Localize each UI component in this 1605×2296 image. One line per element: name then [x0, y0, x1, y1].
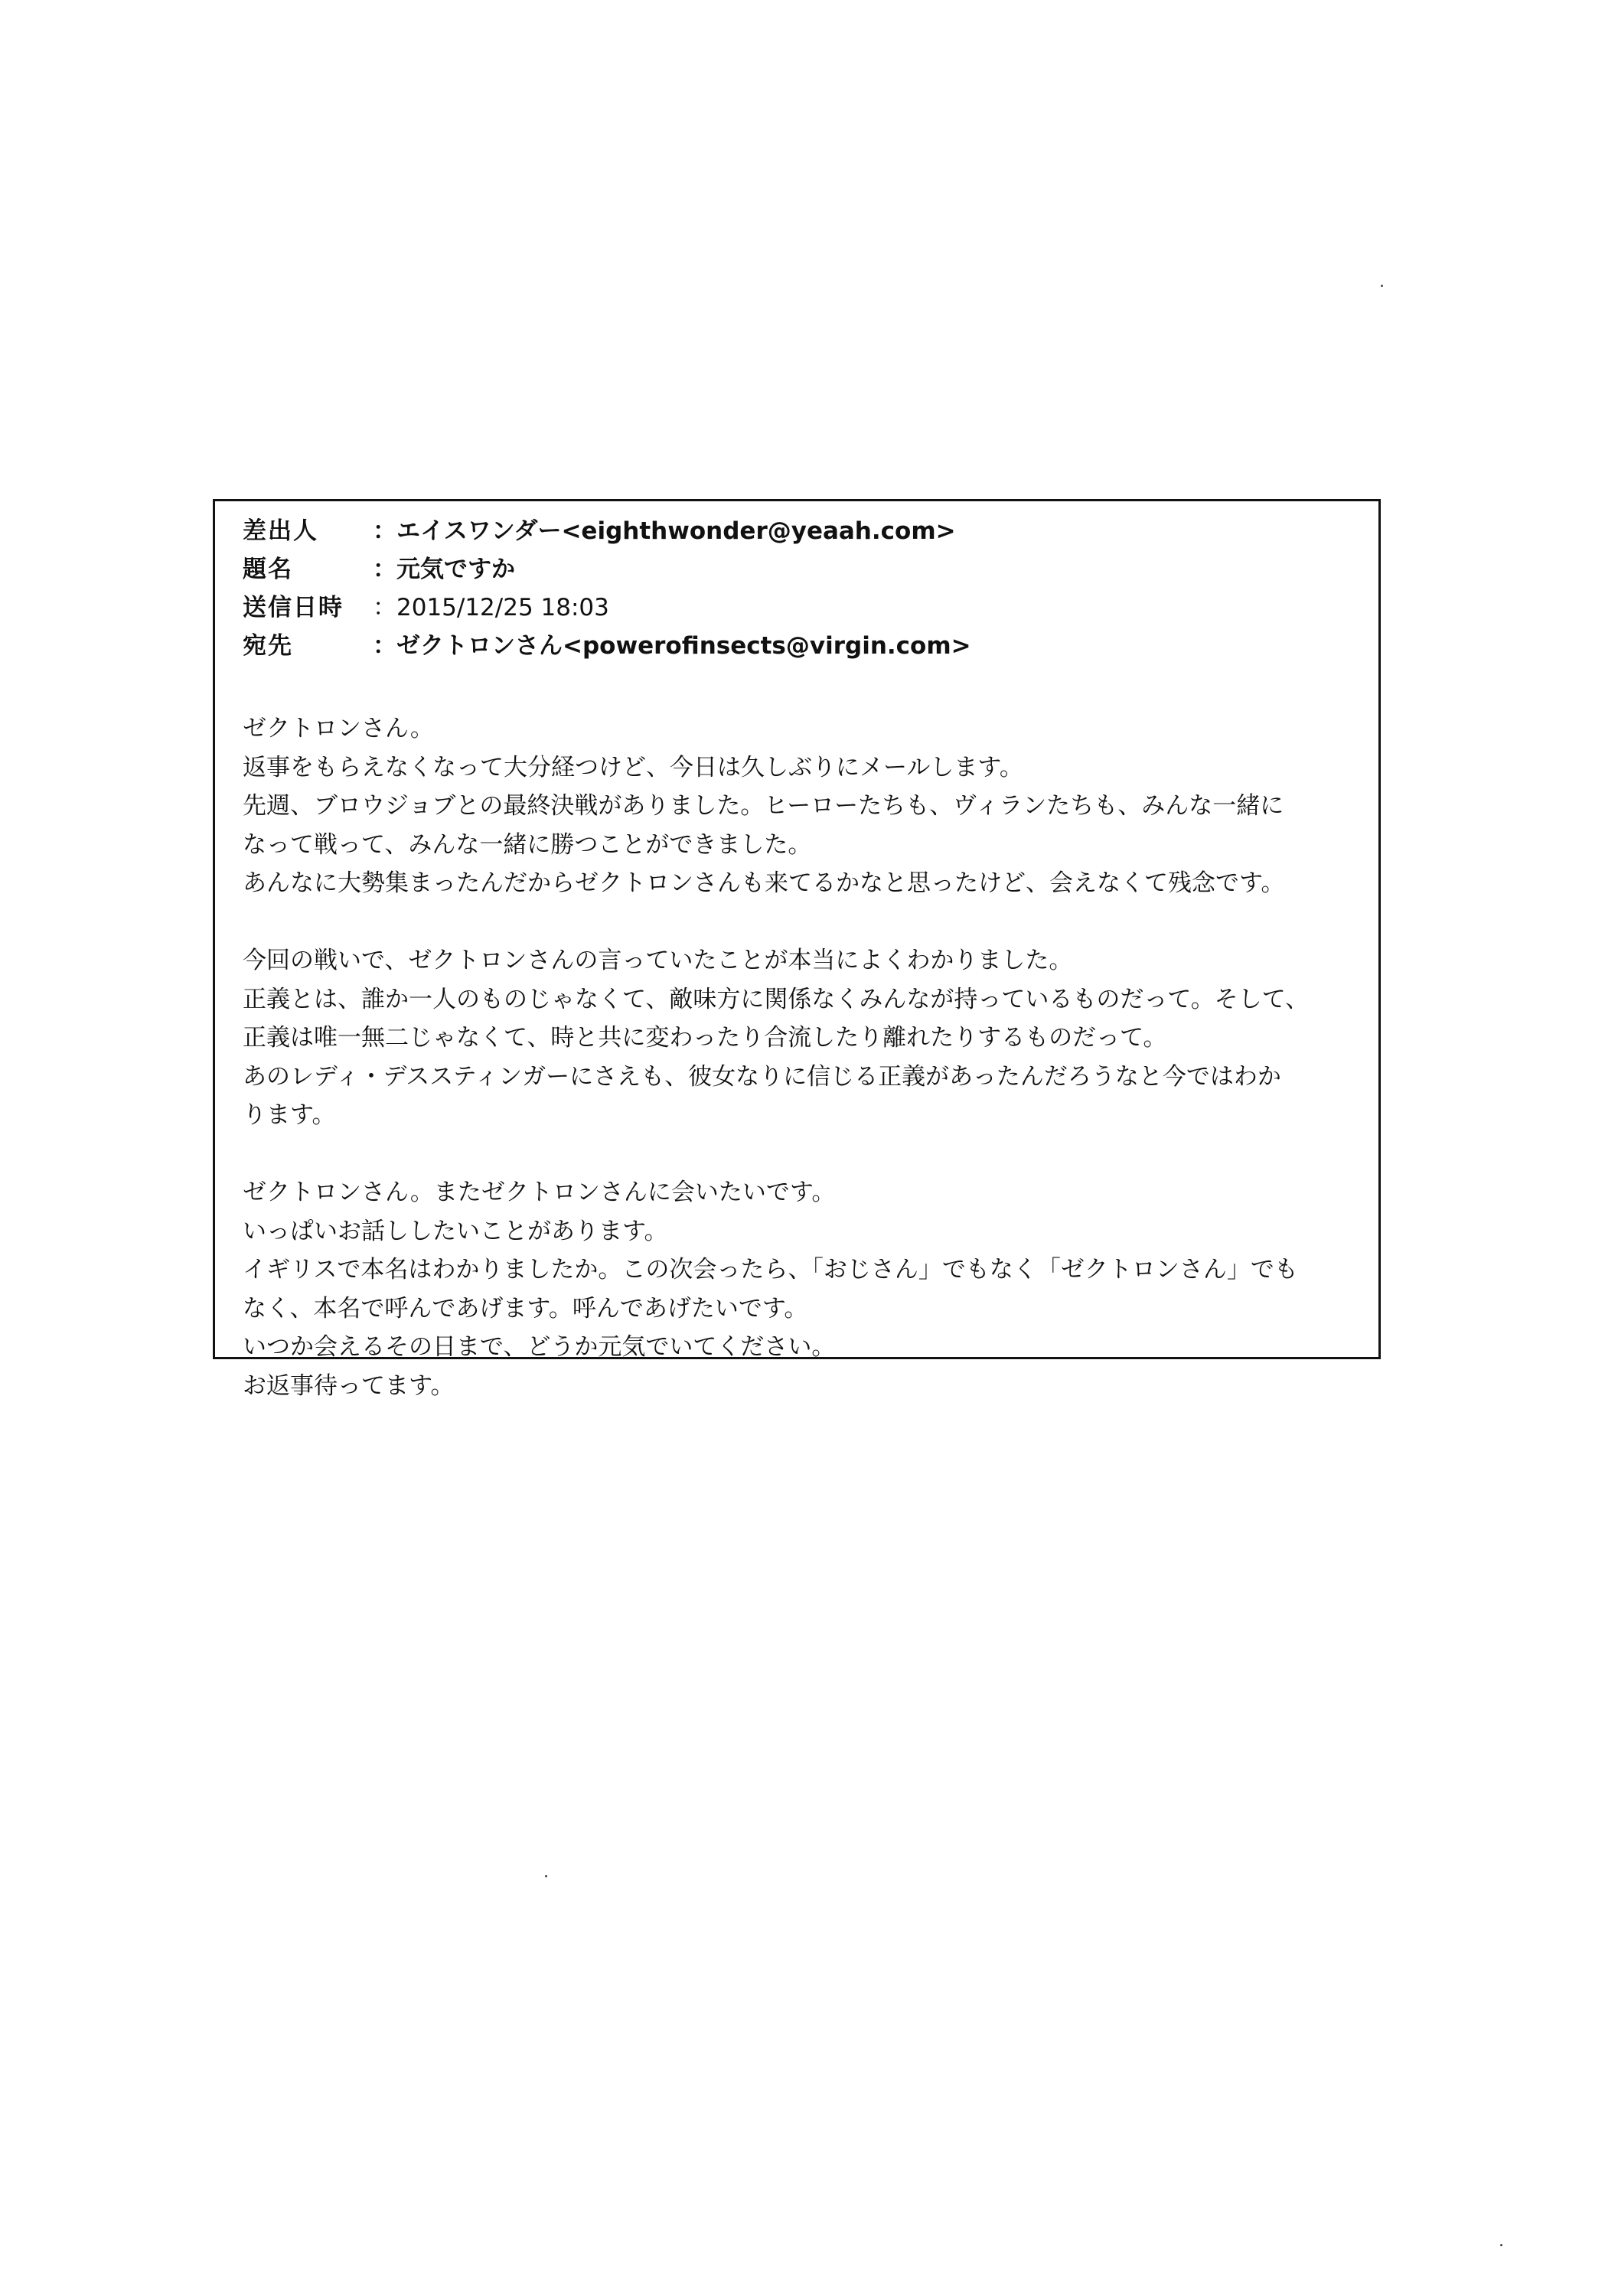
scan-speck [545, 1875, 547, 1877]
body-line: 返事をもらえなくなって大分経つけど、今日は久しぶりにメールします。 [243, 753, 1023, 781]
body-line: ります。 [243, 1101, 336, 1129]
header-row-date [243, 585, 1355, 624]
body-line: 正義は唯一無二じゃなくて、時と共に変わったり合流したり離れたりするものだって。 [243, 1024, 1167, 1052]
from-label: 差出人 [243, 517, 318, 545]
body-line: ゼクトロンさん。 [243, 715, 434, 742]
email-header [243, 509, 1355, 662]
date-label: 送信日時 [243, 593, 344, 621]
header-row-subject [243, 547, 1355, 585]
header-row-from [243, 509, 1355, 547]
body-line: なって戦って、みんな一緒に勝つことができました。 [243, 830, 812, 859]
body-line: 先週、ブロウジョブとの最終決戦がありました。ヒーローたちも、ヴィランたちも、みんな一緒に [243, 792, 1284, 820]
body-line: いっぱいお話ししたいことがあります。 [243, 1217, 668, 1245]
body-paragraph-2 [243, 941, 1355, 1135]
subject-value: ：元気ですか [373, 555, 515, 583]
date-value: ：2015/12/25 18:03 [373, 593, 609, 621]
to-label: 宛先 [243, 631, 293, 660]
body-line: なく、本名で呼んであげます。呼んであげたいです。 [243, 1294, 808, 1322]
scan-speck [1500, 2244, 1502, 2246]
body-line: 今回の戦いで、ゼクトロンさんの言っていたことが本当によくわかりました。 [243, 947, 1073, 974]
body-line: お返事待ってます。 [243, 1371, 455, 1400]
to-value: ：ゼクトロンさん<powerofinsects@virgin.com> [373, 631, 971, 660]
subject-label: 題名 [243, 555, 293, 583]
scan-speck [1381, 285, 1383, 287]
body-line: いつか会えるその日まで、どうか元気でいてください。 [243, 1333, 836, 1361]
body-line: あんなに大勢集まったんだからゼクトロンさんも来てるかなと思ったけど、会えなくて残念です。 [243, 869, 1285, 897]
email-printout [213, 499, 1381, 1400]
header-row-to [243, 624, 1355, 662]
body-line: ゼクトロンさん。またゼクトロンさんに会いたいです。 [243, 1179, 836, 1206]
body-paragraph-3 [243, 1173, 1355, 1405]
email-body [243, 709, 1355, 1405]
from-value: ：エイスワンダー<eighthwonder@yeaah.com> [373, 517, 956, 545]
body-line: イギリスで本名はわかりましたか。この次会ったら、「おじさん」でもなく「ゼクトロンさん」でも [243, 1256, 1298, 1283]
body-line: あのレディ・デススティンガーにさえも、彼女なりに信じる正義があったんだろうなと今ではわか [243, 1062, 1281, 1091]
body-line: 正義とは、誰か一人のものじゃなくて、敵味方に関係なくみんなが持っているものだって。そして、 [243, 985, 1310, 1013]
body-paragraph-1 [243, 709, 1355, 903]
